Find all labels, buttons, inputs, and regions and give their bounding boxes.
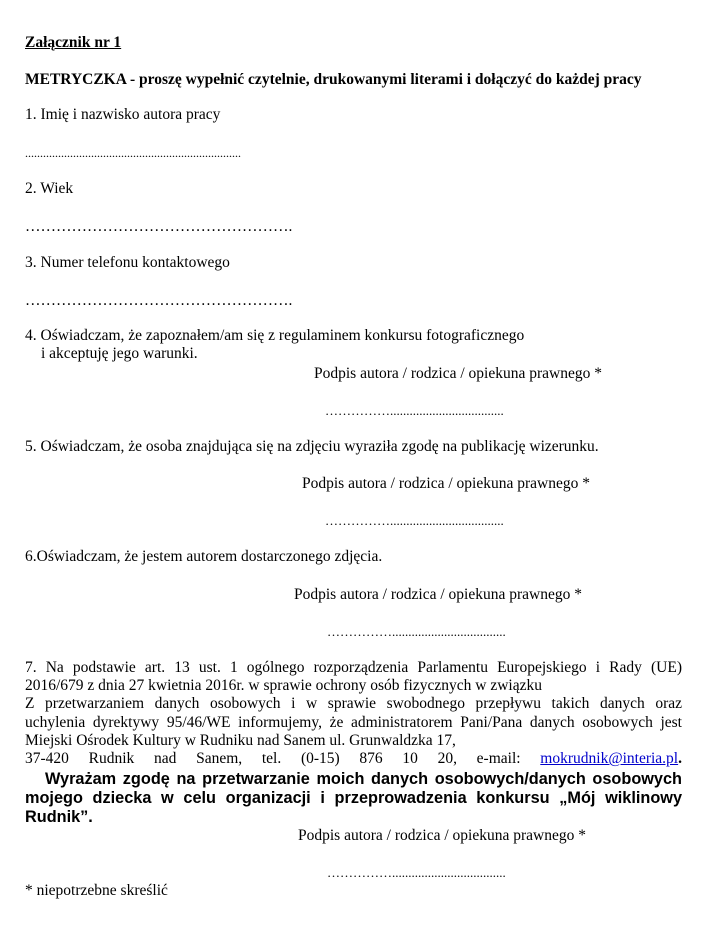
field-input-age[interactable]: …………………………………………….	[25, 218, 293, 235]
consent-line-2: mojego dziecka w celu organizacji i przeprowadzenia konkursu „Mój wiklinowy	[25, 789, 682, 807]
metryczka-heading	[25, 71, 642, 89]
gdpr-contact: 37-420 Rudnik nad Sanem, tel. (0-15) 876 10 20, e-mail:	[25, 750, 541, 768]
field-label-name: 1. Imię i nazwisko autora pracy	[25, 106, 221, 123]
field-label-phone: 3. Numer telefonu kontaktowego	[25, 254, 230, 271]
declaration-6: 6.Oświadczam, że jestem autorem dostarczonego zdjęcia.	[25, 548, 383, 565]
metryczka-bold: METRYCZKA	[25, 71, 127, 88]
gdpr-line-6	[25, 750, 682, 768]
signature-label-4: Podpis autora / rodzica / opiekuna prawnego *	[314, 365, 602, 382]
consent-statement	[25, 770, 682, 827]
footnote: * niepotrzebne skreślić	[25, 882, 168, 899]
signature-label-7: Podpis autora / rodzica / opiekuna prawnego *	[298, 827, 586, 844]
gdpr-line-5: Miejski Ośrodek Kultury w Rudniku nad Sanem ul. Grunwaldzka 17,	[25, 731, 456, 749]
signature-field-7[interactable]: ……………...................................	[327, 865, 506, 880]
field-input-name[interactable]: ........................................................................	[25, 146, 241, 160]
signature-field-5[interactable]: ……………...................................	[325, 513, 504, 528]
signature-label-6: Podpis autora / rodzica / opiekuna prawnego *	[294, 586, 582, 603]
gdpr-line-1: 7. Na podstawie art. 13 ust. 1 ogólnego rozporządzenia Parlamentu Europejskiego i Rady (UE)	[25, 659, 682, 676]
gdpr-line-2: 2016/679 z dnia 27 kwietnia 2016r. w sprawie ochrony osób fizycznych w związku	[25, 677, 542, 695]
gdpr-line-6-end: .	[678, 750, 682, 768]
declaration-5: 5. Oświadczam, że osoba znajdująca się na zdjęciu wyraziła zgodę na publikację wizerunku.	[25, 438, 599, 455]
field-input-phone[interactable]: …………………………………………….	[25, 292, 293, 309]
consent-line-3: Rudnik”.	[25, 808, 93, 826]
gdpr-line-3: Z przetwarzaniem danych osobowych i w sprawie swobodnego przepływu takich danych oraz	[25, 695, 682, 713]
consent-line-1: Wyrażam zgodę na przetwarzanie moich danych osobowych/danych osobowych	[25, 770, 682, 788]
declaration-4-line1: 4. Oświadczam, że zapoznałem/am się z regulaminem konkursu fotograficznego	[25, 327, 525, 344]
field-label-age: 2. Wiek	[25, 180, 74, 197]
declaration-4-line2: i akceptuję jego warunki.	[41, 345, 198, 362]
signature-field-6[interactable]: ……………...................................	[327, 624, 506, 639]
attachment-title: Załącznik nr 1	[25, 34, 122, 51]
email-link[interactable]: mokrudnik@interia.pl	[540, 750, 679, 768]
signature-label-5: Podpis autora / rodzica / opiekuna prawnego *	[302, 475, 590, 492]
gdpr-line-4: uchylenia dyrektywy 95/46/WE informujemy, że administratorem Pani/Pana danych osobowych jest	[25, 713, 682, 731]
gdpr-clause	[25, 659, 682, 768]
signature-field-4[interactable]: ……………...................................	[325, 403, 504, 418]
metryczka-instructions: - proszę wypełnić czytelnie, drukowanymi literami i dołączyć do każdej pracy	[126, 71, 642, 88]
